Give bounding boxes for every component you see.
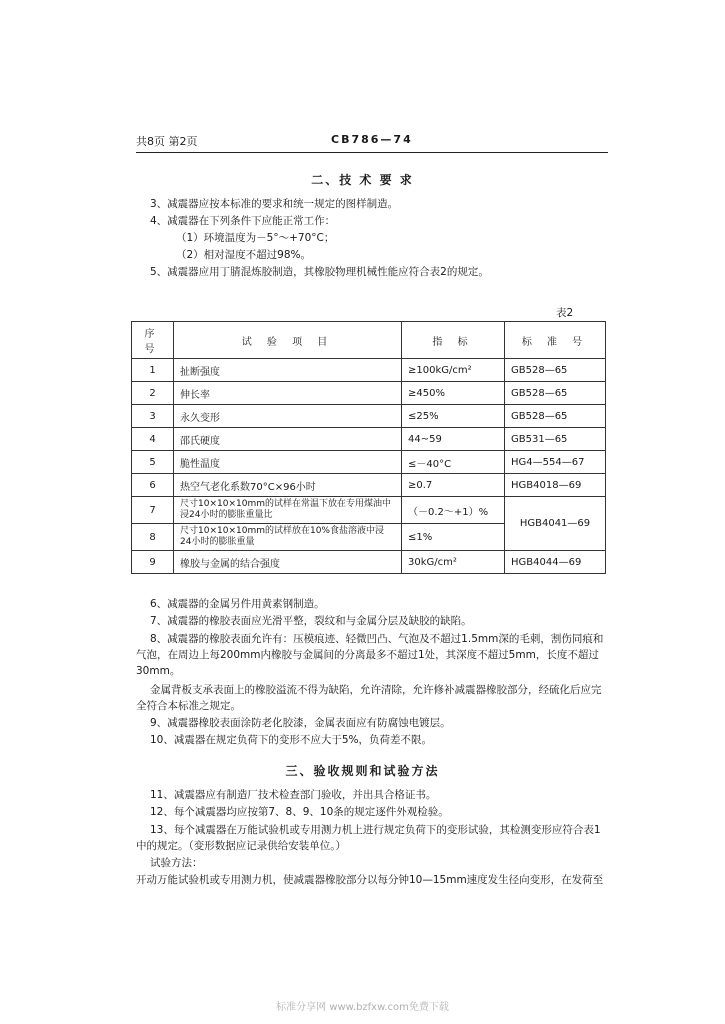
cell-no: 1 — [132, 359, 174, 382]
cell-value: ≤25% — [402, 405, 505, 428]
rubber-property-table — [131, 321, 606, 574]
table-row — [132, 474, 606, 497]
cell-value: ≥450% — [402, 382, 505, 405]
table-row — [132, 382, 606, 405]
standard-number: CB786—74 — [331, 133, 413, 146]
test-method-text: 开动万能试验机或专用测力机，使减震器橡胶部分以每分钟10—15mm速度发生径向变形，在发荷至 — [136, 874, 604, 886]
cell-value: ≤1% — [402, 524, 505, 551]
cell-value: 30kG/cm² — [402, 551, 505, 574]
page-header — [136, 133, 607, 151]
cell-no: 8 — [132, 524, 174, 551]
clause-8: 8、减震器的橡胶表面允许有：压模痕迹、轻微凹凸、气泡及不超过1.5mm深的毛刺，割伤同痕和气泡，在周边上每200mm内橡胶与金属间的分离最多不超过1处，其深度不超过5mm，长度不超过30mm。 — [136, 633, 604, 677]
clause-4: 4、减震器在下列条件下应能正常工作： — [150, 215, 336, 227]
header-rule — [136, 152, 608, 153]
clause-3: 3、减震器应按本标准的要求和统一规定的图样制造。 — [150, 198, 399, 210]
cell-item: 尺寸10×10×10mm的试样在常温下放在专用煤油中浸24小时的膨胀重量比 — [174, 497, 402, 524]
table-row — [132, 359, 606, 382]
page-info: 共8页 第2页 — [136, 135, 198, 148]
table-row — [132, 428, 606, 451]
cell-value: ≤－40°C — [402, 451, 505, 474]
cell-no: 3 — [132, 405, 174, 428]
test-method-label: 试验方法： — [150, 857, 203, 869]
cell-item: 邵氏硬度 — [174, 428, 402, 451]
cell-no: 4 — [132, 428, 174, 451]
header-item: 试 验 项 目 — [174, 322, 402, 359]
cell-standard: HGB4044—69 — [505, 551, 606, 574]
table-row — [132, 451, 606, 474]
cell-item: 永久变形 — [174, 405, 402, 428]
cell-item: 伸长率 — [174, 382, 402, 405]
clause-8-note: 金属背板支承表面上的橡胶溢流不得为缺陷，允许清除，允许修补减震器橡胶部分，经硫化后应完全符合本标准之规定。 — [136, 684, 602, 712]
table-row — [132, 405, 606, 428]
clause-6: 6、减震器的金属另件用黄素钢制造。 — [150, 598, 325, 610]
header-standard: 标 准 号 — [505, 322, 606, 359]
clause-13: 13、每个减震器在万能试验机或专用测力机上进行规定负荷下的变形试验，其检测变形应符合表1中的规定。（变形数据应记录供给安装单位。） — [136, 824, 601, 852]
table-label: 表2 — [556, 307, 574, 319]
cell-value: ≥0.7 — [402, 474, 505, 497]
table-row — [132, 551, 606, 574]
cell-standard: HG4—554—67 — [505, 451, 606, 474]
cell-item: 橡胶与金属的结合强度 — [174, 551, 402, 574]
clause-4-2: （2）相对湿度不超过98%。 — [176, 249, 312, 261]
header-value: 指 标 — [402, 322, 505, 359]
cell-no: 9 — [132, 551, 174, 574]
cell-item: 脆性温度 — [174, 451, 402, 474]
cell-item: 热空气老化系数70°C×96小时 — [174, 474, 402, 497]
cell-standard: HGB4018—69 — [505, 474, 606, 497]
table-header-row — [132, 322, 606, 359]
clause-4-1: （1）环境温度为－5°～+70°C； — [176, 232, 335, 244]
cell-no: 5 — [132, 451, 174, 474]
cell-item: 尺寸10×10×10mm的试样放在10%食盐溶液中浸24小时的膨胀重量 — [174, 524, 402, 551]
header-no: 序 号 — [132, 322, 174, 359]
section-title-acceptance: 三、验收规则和试验方法 — [285, 764, 440, 778]
clause-9: 9、减震器橡胶表面涂防老化胶漆，金属表面应有防腐蚀电镀层。 — [150, 717, 451, 729]
clause-7: 7、减震器的橡胶表面应光滑平整，裂纹和与金属分层及缺胶的缺陷。 — [150, 615, 472, 627]
cell-standard: HGB4041—69 — [505, 497, 606, 551]
cell-item: 扯断强度 — [174, 359, 402, 382]
cell-standard: GB528—65 — [505, 405, 606, 428]
cell-standard: GB528—65 — [505, 359, 606, 382]
cell-value: ≥100kG/cm² — [402, 359, 505, 382]
clause-12: 12、每个减震器均应按第7、8、9、10条的规定逐件外观检验。 — [150, 806, 449, 818]
cell-no: 6 — [132, 474, 174, 497]
cell-value: （－0.2～+1）% — [402, 497, 505, 524]
table-row — [132, 497, 606, 524]
cell-standard: GB528—65 — [505, 382, 606, 405]
section-title-tech-requirements: 二、技 术 要 求 — [311, 173, 414, 187]
cell-value: 44~59 — [402, 428, 505, 451]
cell-standard: GB531—65 — [505, 428, 606, 451]
clause-5: 5、减震器应用丁腈混炼胶制造，其橡胶物理机械性能应符合表2的规定。 — [150, 266, 489, 278]
cell-no: 7 — [132, 497, 174, 524]
clause-10: 10、减震器在规定负荷下的变形不应大于5%，负荷差不限。 — [150, 734, 433, 746]
watermark-footer: 标准分享网 www.bzfxw.com免费下载 — [276, 1002, 449, 1013]
cell-no: 2 — [132, 382, 174, 405]
clause-11: 11、减震器应有制造厂技术检查部门验收，并出具合格证书。 — [150, 789, 437, 801]
